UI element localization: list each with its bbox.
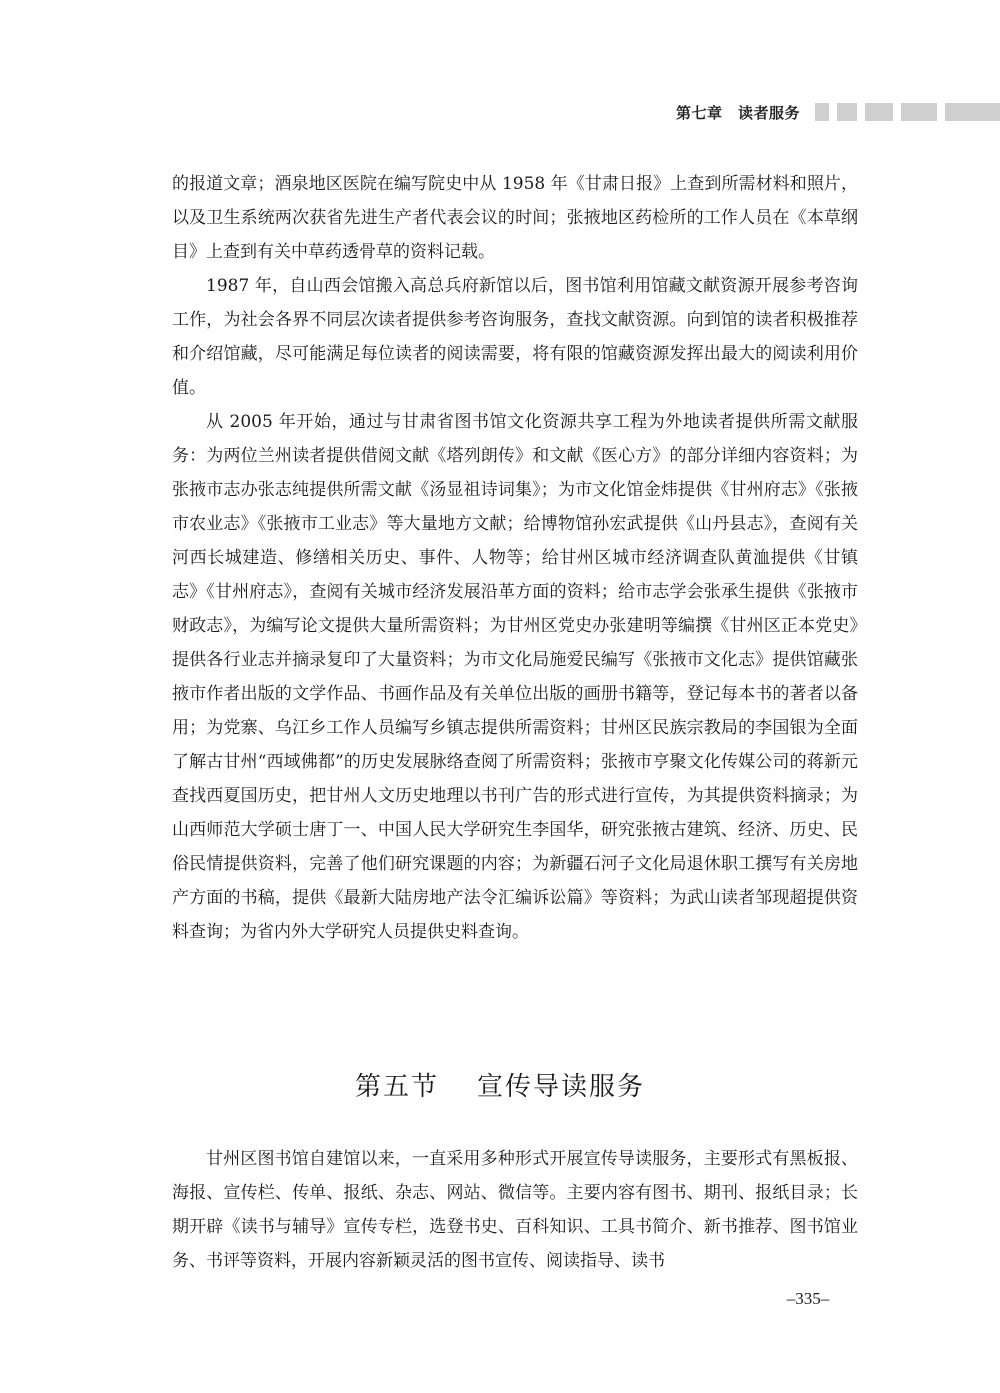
paragraph: 1987 年，自山西会馆搬入高总兵府新馆以后，图书馆利用馆藏文献资源开展参考咨询工作，为社会各界不同层次读者提供参考咨询服务，查找文献资源。向到馆的读者积极推荐和介绍馆藏，尽可能满足每位读者的阅读需要，将有限的馆藏资源发挥出最大的阅读利用价值。: [172, 276, 858, 398]
paragraph: 甘州区图书馆自建馆以来，一直采用多种形式开展宣传导读服务，主要形式有黑板报、海报、宣传栏、传单、报纸、杂志、网站、微信等。主要内容有图书、期刊、报纸目录；长期开辟《读书与辅导》宣传专栏，选登书史、百科知识、工具书简介、新书推荐、图书馆业务、书评等资料，开展内容新颖灵活的图书宣传、阅读指导、读书: [172, 1149, 858, 1271]
paragraph: 的报道文章；酒泉地区医院在编写院史中从 1958 年《甘肃日报》上查到所需材料和照片，以及卫生系统两次获省先进生产者代表会议的时间；张掖地区药检所的工作人员在《本草纲目》上查到有关中草药透骨草的资料记载。: [172, 174, 858, 262]
running-header: [0, 100, 1000, 124]
chapter-title: 第七章 读者服务: [676, 104, 801, 122]
page-number: –335–: [786, 1289, 830, 1308]
paragraph: 从 2005 年开始，通过与甘肃省图书馆文化资源共享工程为外地读者提供所需文献服务：为两位兰州读者提供借阅文献《塔列朗传》和文献《医心方》的部分详细内容资料；为张掖市志办张志纯提供所需文献《汤显祖诗词集》；为市文化馆金炜提供《甘州府志》《张掖市农业志》《张掖市工业志》等大量地方文献；给博物馆孙宏武提供《山丹县志》，查阅有关河西长城建造、修缮相关历史、事件、人物等；给甘州区城市经济调查队黄洫提供《甘镇志》《甘州府志》，查阅有关城市经济发展沿革方面的资料；给市志学会张承生提供《张掖市财政志》，为编写论文提供大量所需资料；为甘州区党史办张建明等编撰《甘州区正本党史》提供各行业志并摘录复印了大量资料；为市文化局施爱民编写《张掖市文化志》提供馆藏张掖市作者出版的文学作品、书画作品及有关单位出版的画册书籍等，登记每本书的著者以备用；为党寨、乌江乡工作人员编写乡镇志提供所需资料；甘州区民族宗教局的李国银为全面了解古甘州“西域佛都”的历史发展脉络查阅了所需资料；张掖市亨聚文化传媒公司的蒋新元查找西夏国历史，把甘州人文历史地理以书刊广告的形式进行宣传，为其提供资料摘录；为山西师范大学硕士唐丁一、中国人民大学研究生李国华，研究张掖古建筑、经济、历史、民俗民情提供资料，完善了他们研究课题的内容；为新疆石河子文化局退休职工撰写有关房地产方面的书稿，提供《最新大陆房地产法令汇编诉讼篇》等资料；为武山读者邹现超提供资料查询；为省内外大学研究人员提供史料查询。: [172, 412, 858, 942]
body-text-bottom: [172, 1142, 858, 1278]
section-heading: [0, 1066, 1000, 1103]
body-text-top: [172, 167, 858, 949]
section-number: 第五节: [354, 1072, 439, 1102]
header-bar: [815, 103, 829, 121]
section-title: 宣传导读服务: [477, 1072, 646, 1102]
header-bar: [865, 103, 893, 121]
header-bar: [945, 103, 1000, 121]
header-bar: [837, 103, 857, 121]
header-bar: [901, 103, 937, 121]
